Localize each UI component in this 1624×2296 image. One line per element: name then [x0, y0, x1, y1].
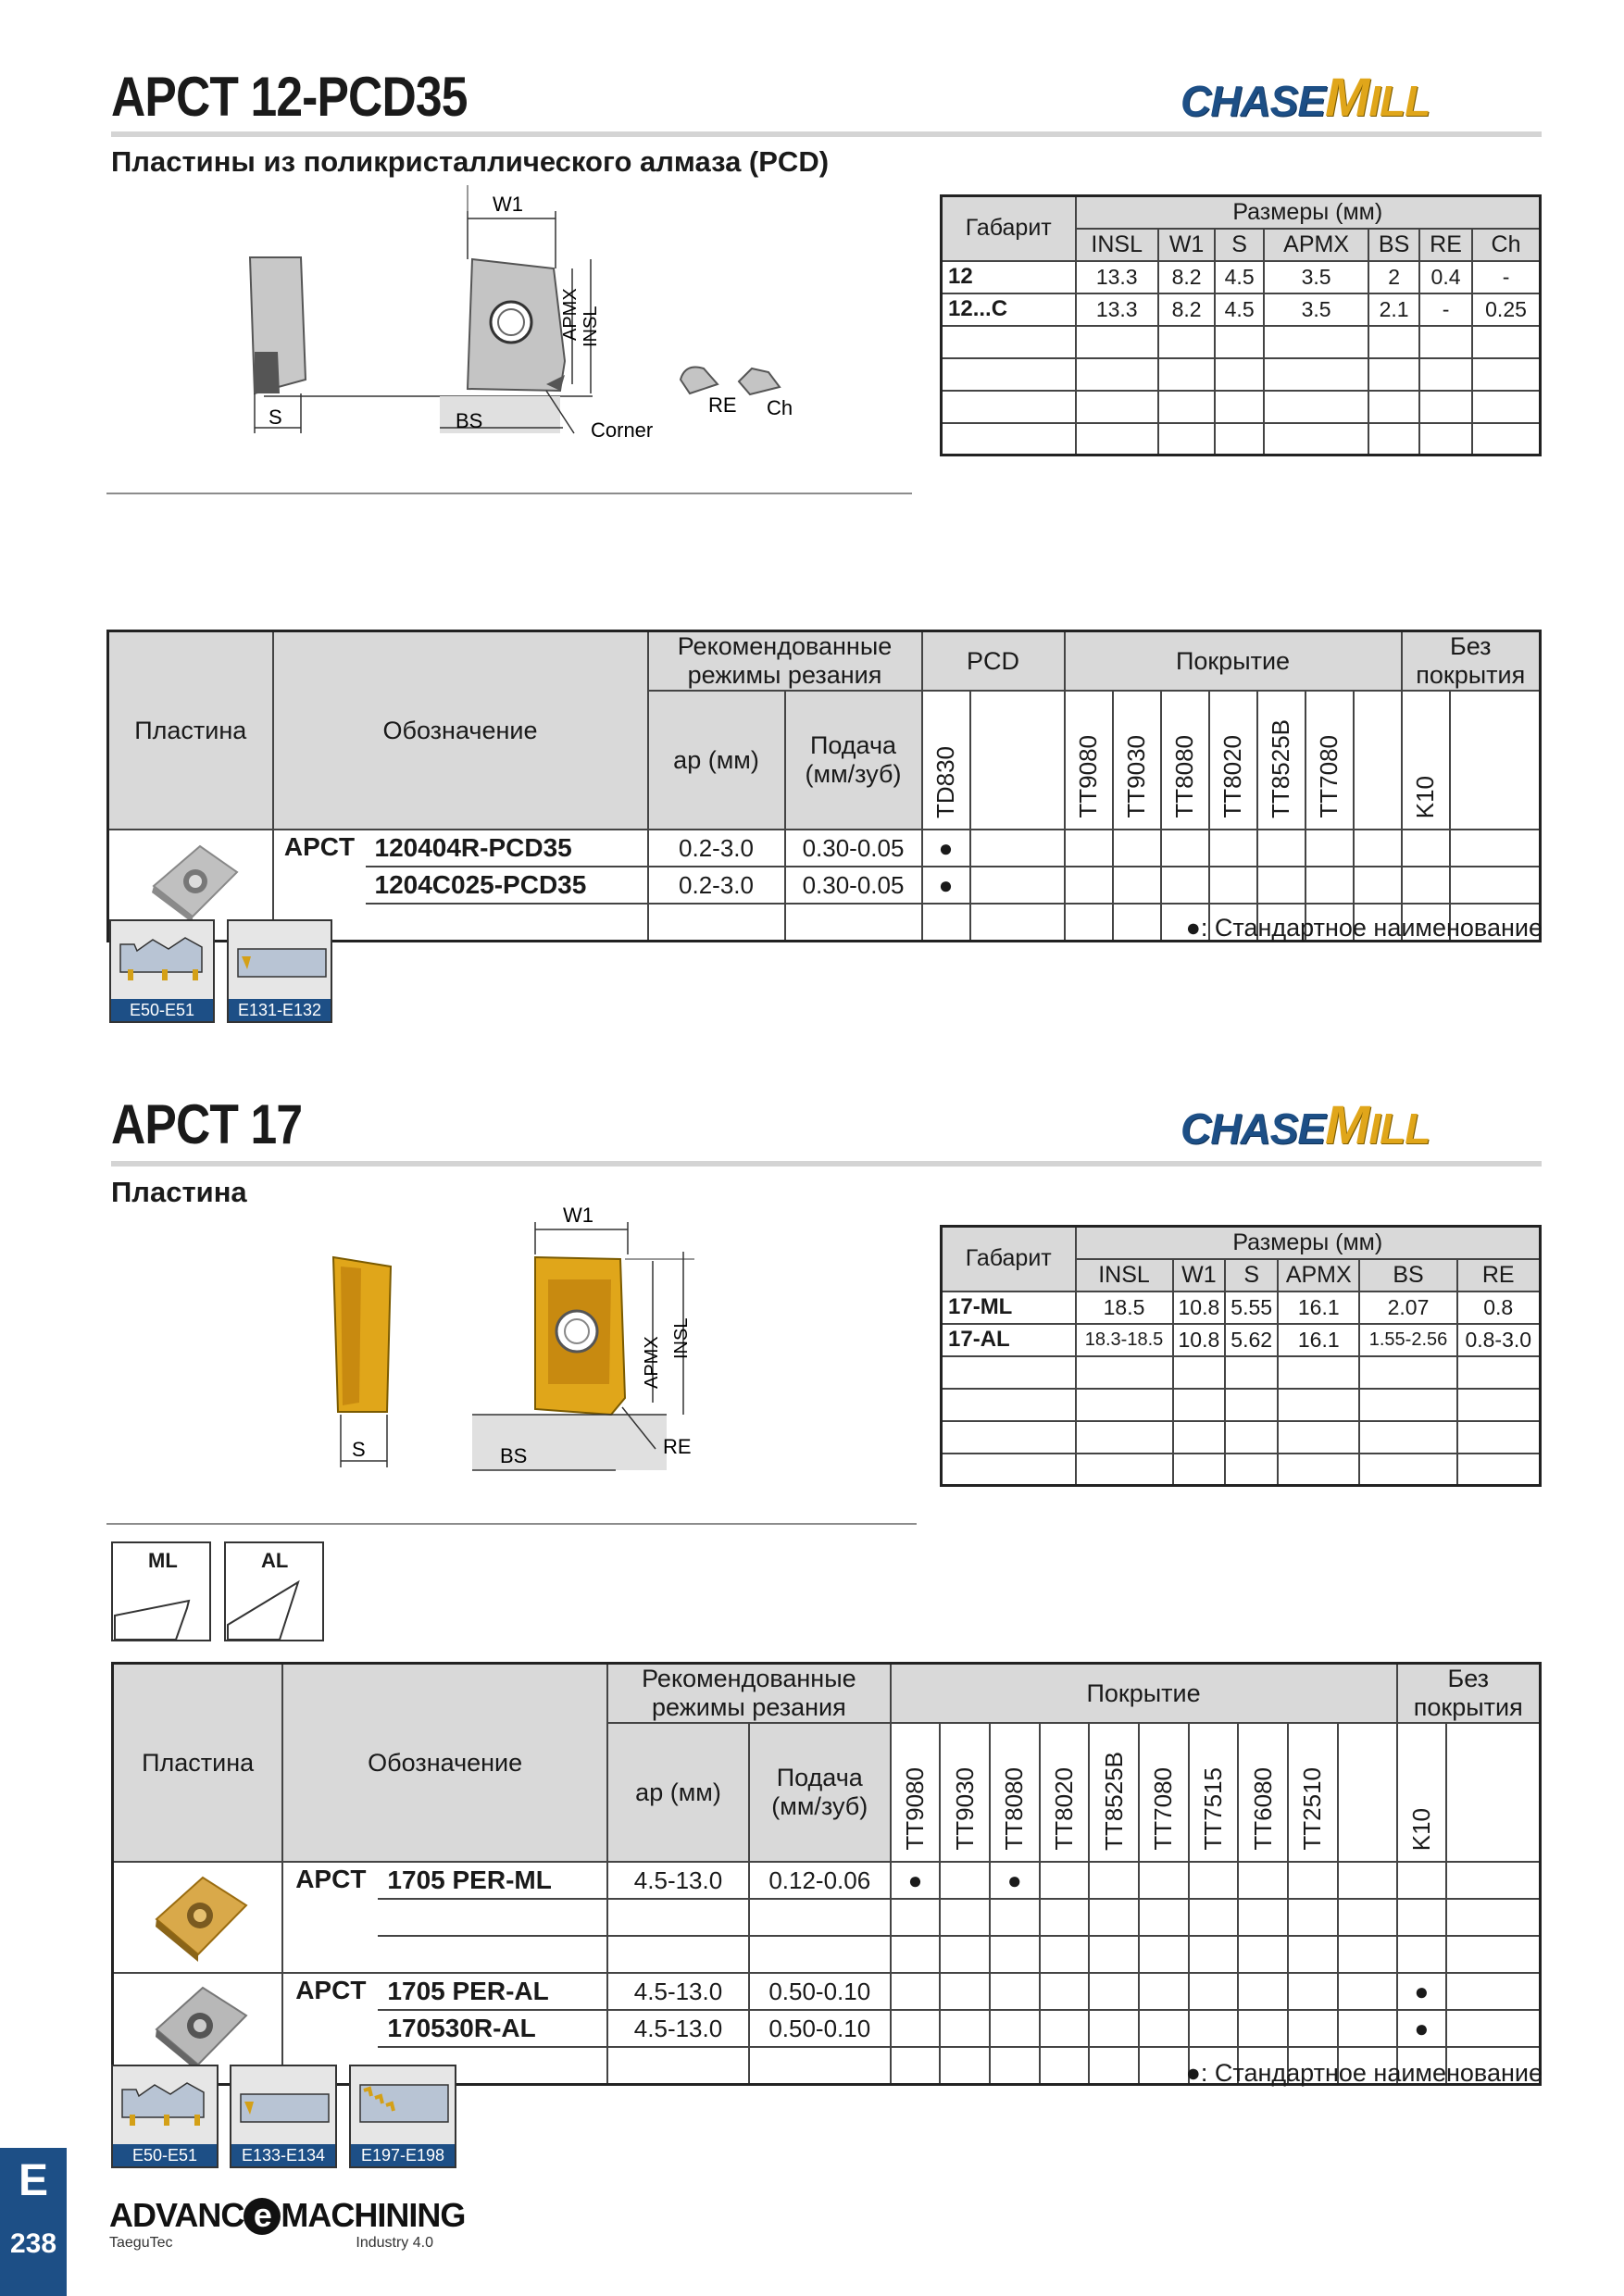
legend-note: ●: Стандартное наименование: [1185, 914, 1543, 942]
grade-tt7080: TT7080: [1315, 735, 1343, 818]
label-corner: Corner: [591, 418, 654, 442]
grade-td830: TD830: [931, 745, 959, 818]
ref-label: E131-E132: [229, 999, 331, 1021]
ref-thumb-cutter-2[interactable]: E50-E51: [111, 2065, 219, 2168]
end-mill-icon: [229, 921, 331, 995]
label-re-2: RE: [663, 1435, 692, 1458]
ref-thumb-cutter[interactable]: [109, 919, 215, 1023]
label-apmx: APMX: [560, 288, 581, 341]
section2-subtitle: Пластина: [111, 1176, 247, 1208]
chipbreaker-al: [224, 1541, 324, 1641]
col-ch: Ch: [1472, 229, 1540, 261]
grade-k10: K10: [1411, 775, 1439, 818]
grade-tt8080: TT8080: [1170, 735, 1198, 818]
title-rule-2: [111, 1161, 1542, 1167]
brand-part-b: MACHINING: [281, 2196, 466, 2234]
insert-diagram-pcd: [213, 185, 793, 463]
label-bs-2: BS: [500, 1444, 528, 1467]
grade-tt8525b: TT8525B: [1267, 719, 1294, 818]
insert-photo-icon: [143, 1974, 254, 2076]
insert-table-17: Пластина Обозначение Рекомендованные режимы резания Покрытие Без покрытия ap (мм) Подача (мм/зуб) TT9080 TT9030 TT8080 TT8020 TT8525B TT7080 TT7515 TT6080 TT2510 K10 APCT 1705 PER-ML 4.5-13.0 0.12-0.06 ● ● APCT 1705 PER-AL 4.5-13.0 0.50-0.10 ● 170530R-AL 4.5-13.0 0.50-0.10 ●: [111, 1662, 1542, 2086]
col-w1: W1: [1158, 229, 1215, 261]
section1-title: APCT 12-PCD35: [111, 66, 468, 128]
header-pcd: PCD: [922, 631, 1065, 692]
dims-table-pcd: [940, 194, 1542, 456]
label-bs: BS: [456, 409, 483, 432]
header-recommended: Рекомендованные режимы резания: [648, 631, 922, 692]
table-row: 1204C025-PCD35 0.2-3.0 0.30-0.05 ●: [108, 867, 1541, 904]
header-gabarit-2: Габарит: [942, 1227, 1076, 1292]
col-apmx: APMX: [1264, 229, 1368, 261]
ref-thumb-endmill-2[interactable]: E133-E134: [230, 2065, 337, 2168]
header-ap: ap (мм): [648, 691, 785, 830]
table-row: APCT 1705 PER-ML 4.5-13.0 0.12-0.06 ● ●: [113, 1862, 1541, 1899]
header-coated: Покрытие: [1065, 631, 1402, 692]
title-rule: [111, 131, 1542, 137]
end-mill-icon: [231, 2066, 335, 2140]
header-sizes-2: Размеры (мм): [1076, 1227, 1541, 1259]
label-w1: W1: [493, 193, 523, 216]
header-uncoated-2: Без покрытия: [1397, 1664, 1541, 1724]
section1-subtitle: Пластины из поликристаллического алмаза (PCD): [111, 145, 830, 178]
grade-tt8020: TT8020: [1218, 735, 1246, 818]
logo-part3: ILL: [1368, 77, 1430, 125]
header-designation: Обозначение: [273, 631, 648, 830]
label-ch: Ch: [767, 396, 793, 419]
header-recommended-2: Рекомендованные режимы резания: [607, 1664, 891, 1724]
grade-tt9030: TT9030: [1122, 735, 1150, 818]
table-row: 17-AL 18.3-18.5 10.8 5.62 16.1 1.55-2.56 0.8-3.0: [942, 1324, 1541, 1356]
header-plate: Пластина: [108, 631, 273, 830]
brand-left: TaeguTec: [109, 2235, 173, 2251]
insert-diagram-17: [306, 1194, 722, 1491]
col-bs: BS: [1368, 229, 1419, 261]
label-insl: INSL: [581, 306, 601, 347]
header-gabarit: Габарит: [942, 196, 1076, 261]
page-number: 238: [9, 2228, 57, 2259]
header-plate-2: Пластина: [113, 1664, 283, 1863]
table-row: 17-ML 18.5 10.8 5.55 16.1 2.07 0.8: [942, 1292, 1541, 1324]
ref-thumb-helical[interactable]: E197-E198: [349, 2065, 456, 2168]
helical-mill-icon: [351, 2066, 455, 2140]
insert-photo-icon: [135, 835, 246, 928]
chipbreaker-ml: [111, 1541, 211, 1641]
face-mill-icon: [111, 921, 213, 995]
logo-part2: M: [1325, 68, 1369, 128]
header-coated-2: Покрытие: [891, 1664, 1397, 1724]
label-w1-2: W1: [563, 1204, 593, 1227]
section-letter: E: [18, 2156, 48, 2205]
brand-right: Industry 4.0: [356, 2235, 433, 2251]
label-re: RE: [708, 393, 737, 417]
face-mill-icon: [113, 2066, 217, 2140]
chipbreaker-label: ML: [148, 1549, 178, 1572]
side-view-shape: [250, 257, 306, 393]
insert-table-pcd: [106, 630, 1542, 942]
logo-part1: CHASE: [1181, 1104, 1326, 1153]
insert-photo-ml: [113, 1862, 283, 1973]
chasemill-logo: [1181, 67, 1430, 129]
legend-note-2: ●: Стандартное наименование: [1185, 2059, 1543, 2087]
col-re: RE: [1419, 229, 1472, 261]
section2-title: APCT 17: [111, 1093, 303, 1155]
advance-machining-logo: [109, 2196, 465, 2253]
dims-table-17: Габарит Размеры (мм) INSL W1 S APMX BS RE 17-ML 18.5 10.8 5.55 16.1 2.07 0.8 17-AL 18.3-18.5 10.8 5.62 16.1 1.55-2.56 0.8-3.0: [940, 1225, 1542, 1487]
col-insl: INSL: [1076, 229, 1158, 261]
table-row: APCT 120404R-PCD35 0.2-3.0 0.30-0.05 ●: [108, 830, 1541, 867]
header-sizes: Размеры (мм): [1076, 196, 1541, 229]
table-row: APCT 1705 PER-AL 4.5-13.0 0.50-0.10 ●: [113, 1973, 1541, 2010]
table-row: 12 13.3 8.2 4.5 3.5 2 0.4 -: [942, 261, 1541, 293]
col-s: S: [1215, 229, 1264, 261]
insert-photo-icon: [143, 1864, 254, 1965]
logo-part3: ILL: [1368, 1104, 1430, 1153]
grade-tt9080: TT9080: [1074, 735, 1102, 818]
logo-part1: CHASE: [1181, 77, 1326, 125]
logo-part2: M: [1325, 1095, 1369, 1155]
table-row: 170530R-AL 4.5-13.0 0.50-0.10 ●: [113, 2010, 1541, 2047]
ref-thumb-endmill[interactable]: [227, 919, 332, 1023]
label-s-2: S: [352, 1438, 366, 1461]
header-designation-2: Обозначение: [282, 1664, 607, 1863]
label-insl-2: INSL: [671, 1317, 692, 1359]
diagram-rule-2: [106, 1523, 917, 1525]
label-s: S: [269, 406, 282, 429]
brand-part-e: e: [244, 2198, 281, 2235]
header-feed: Подача (мм/зуб): [785, 691, 922, 830]
diagram-rule: [106, 493, 912, 494]
label-apmx-2: APMX: [642, 1336, 662, 1389]
chipbreaker-label: AL: [261, 1549, 289, 1572]
brand-part-a: ADVANC: [109, 2196, 244, 2234]
header-uncoated: Без покрытия: [1402, 631, 1541, 692]
designation: 1204C025-PCD35: [366, 867, 648, 904]
prefix-apct: APCT: [273, 830, 366, 941]
designation: 120404R-PCD35: [366, 830, 648, 867]
ref-label: E50-E51: [111, 999, 213, 1021]
table-row: 12...C 13.3 8.2 4.5 3.5 2.1 - 0.25: [942, 293, 1541, 326]
chasemill-logo-2: [1181, 1094, 1430, 1156]
section-side-tab: [0, 2148, 67, 2296]
